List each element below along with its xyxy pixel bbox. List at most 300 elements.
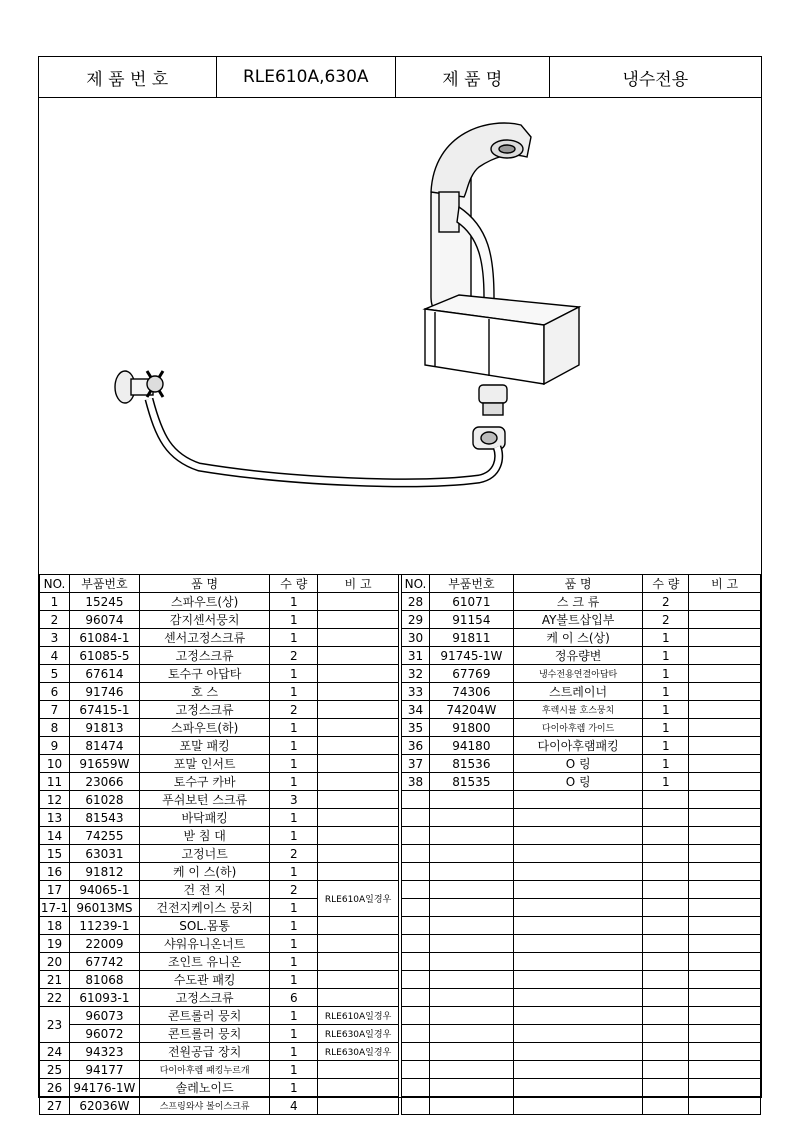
row-note (318, 755, 399, 773)
table-row (40, 593, 399, 611)
empty-cell (513, 827, 643, 845)
col-part-name: 품 명 (139, 575, 270, 593)
table-row-empty (402, 953, 761, 971)
row-part-code: 74255 (69, 827, 139, 845)
row-part-code: 91745-1W (429, 647, 513, 665)
table-row-empty (402, 989, 761, 1007)
row-note (689, 719, 761, 737)
row-part-name: 고정스크류 (139, 701, 270, 719)
row-no: 29 (402, 611, 430, 629)
row-qty: 1 (270, 917, 318, 935)
row-no: 35 (402, 719, 430, 737)
empty-cell (429, 881, 513, 899)
row-qty: 1 (643, 683, 689, 701)
empty-cell (402, 1061, 430, 1079)
row-note (689, 737, 761, 755)
row-part-code: 91813 (69, 719, 139, 737)
table-row (402, 755, 761, 773)
row-qty: 3 (270, 791, 318, 809)
row-part-name: O 링 (513, 773, 643, 791)
col-note: 비 고 (689, 575, 761, 593)
empty-cell (689, 1061, 761, 1079)
empty-cell (643, 1007, 689, 1025)
row-qty: 2 (643, 593, 689, 611)
row-note (318, 1079, 399, 1097)
row-qty: 2 (270, 845, 318, 863)
empty-cell (429, 935, 513, 953)
empty-cell (689, 917, 761, 935)
row-part-name: 고정스크류 (139, 647, 270, 665)
row-part-name: O 링 (513, 755, 643, 773)
col-part-code: 부품번호 (69, 575, 139, 593)
row-part-code: 91746 (69, 683, 139, 701)
empty-cell (429, 1061, 513, 1079)
row-part-code: 74204W (429, 701, 513, 719)
row-part-name: 건전지케이스 뭉치 (139, 899, 270, 917)
row-qty: 4 (270, 1097, 318, 1115)
row-qty: 1 (270, 773, 318, 791)
row-part-code: 67769 (429, 665, 513, 683)
row-note (318, 629, 399, 647)
empty-cell (402, 791, 430, 809)
row-part-code: 15245 (69, 593, 139, 611)
row-no: 31 (402, 647, 430, 665)
empty-cell (513, 863, 643, 881)
row-qty: 1 (643, 755, 689, 773)
table-row (402, 737, 761, 755)
row-no: 38 (402, 773, 430, 791)
empty-cell (429, 845, 513, 863)
row-no: 19 (40, 935, 70, 953)
row-note: RLE610A일경우 (318, 881, 399, 917)
row-no: 6 (40, 683, 70, 701)
row-part-code: 81536 (429, 755, 513, 773)
col-part-name: 품 명 (513, 575, 643, 593)
table-row (40, 863, 399, 881)
row-note (318, 917, 399, 935)
row-qty: 1 (270, 863, 318, 881)
table-row (402, 629, 761, 647)
row-part-code: 81474 (69, 737, 139, 755)
row-qty: 1 (270, 593, 318, 611)
row-part-code: 81535 (429, 773, 513, 791)
empty-cell (429, 1079, 513, 1097)
empty-cell (513, 845, 643, 863)
row-qty: 1 (270, 971, 318, 989)
empty-cell (513, 953, 643, 971)
row-no: 14 (40, 827, 70, 845)
row-note (318, 611, 399, 629)
empty-cell (643, 899, 689, 917)
row-no: 32 (402, 665, 430, 683)
empty-cell (402, 845, 430, 863)
empty-cell (513, 1025, 643, 1043)
row-no: 3 (40, 629, 70, 647)
empty-cell (513, 989, 643, 1007)
row-note (318, 665, 399, 683)
row-no: 37 (402, 755, 430, 773)
row-part-name: 다이아후램패킹 (513, 737, 643, 755)
row-part-code: 94065-1 (69, 881, 139, 899)
row-no: 9 (40, 737, 70, 755)
empty-cell (402, 809, 430, 827)
row-qty: 1 (643, 629, 689, 647)
table-row-empty (402, 917, 761, 935)
row-part-code: 91154 (429, 611, 513, 629)
table-row (40, 935, 399, 953)
row-part-code: 23066 (69, 773, 139, 791)
empty-cell (429, 953, 513, 971)
row-qty: 1 (270, 809, 318, 827)
table-row-empty (402, 791, 761, 809)
row-note (318, 593, 399, 611)
row-part-code: 67742 (69, 953, 139, 971)
table-row (40, 971, 399, 989)
table-row (40, 1007, 399, 1025)
row-part-code: 81068 (69, 971, 139, 989)
empty-cell (513, 971, 643, 989)
row-note (318, 647, 399, 665)
row-part-code: 91812 (69, 863, 139, 881)
row-no: 25 (40, 1061, 70, 1079)
empty-cell (402, 917, 430, 935)
row-note (318, 809, 399, 827)
row-note (318, 935, 399, 953)
empty-cell (402, 1097, 430, 1115)
row-no: 24 (40, 1043, 70, 1061)
row-no: 2 (40, 611, 70, 629)
empty-cell (429, 989, 513, 1007)
row-no: 7 (40, 701, 70, 719)
product-name-value: 냉수전용 (622, 69, 689, 90)
row-no: 15 (40, 845, 70, 863)
faucet-drawing (39, 97, 763, 574)
table-row (40, 773, 399, 791)
row-note (689, 593, 761, 611)
row-part-name: 후렉시블 호스뭉치 (513, 701, 643, 719)
table-row (40, 827, 399, 845)
row-qty: 6 (270, 989, 318, 1007)
row-note: RLE630A일경우 (318, 1043, 399, 1061)
row-note (318, 683, 399, 701)
table-row-empty (402, 1043, 761, 1061)
empty-cell (429, 827, 513, 845)
row-part-name: 정유량변 (513, 647, 643, 665)
row-note (318, 791, 399, 809)
col-part-code: 부품번호 (429, 575, 513, 593)
product-name-label: 제 품 명 (396, 57, 550, 97)
row-part-name: 스프링와샤 볼이스크류 (139, 1097, 270, 1115)
row-qty: 1 (643, 647, 689, 665)
table-row (40, 1043, 399, 1061)
row-qty: 1 (643, 737, 689, 755)
empty-cell (429, 1097, 513, 1115)
col-qty: 수 량 (270, 575, 318, 593)
empty-cell (402, 953, 430, 971)
empty-cell (643, 827, 689, 845)
empty-cell (513, 1097, 643, 1115)
row-part-code: 96013MS (69, 899, 139, 917)
row-part-name: 스트레이너 (513, 683, 643, 701)
row-part-code: 94180 (429, 737, 513, 755)
row-no: 11 (40, 773, 70, 791)
table-row (402, 593, 761, 611)
row-qty: 1 (270, 719, 318, 737)
row-qty: 1 (643, 773, 689, 791)
table-row-empty (402, 935, 761, 953)
empty-cell (643, 989, 689, 1007)
row-part-code: 67614 (69, 665, 139, 683)
empty-cell (513, 935, 643, 953)
empty-cell (513, 917, 643, 935)
table-row (40, 611, 399, 629)
empty-cell (689, 791, 761, 809)
empty-cell (513, 881, 643, 899)
row-note: RLE610A일경우 (318, 1007, 399, 1025)
table-row (40, 1025, 399, 1043)
row-part-code: 67415-1 (69, 701, 139, 719)
empty-cell (429, 791, 513, 809)
empty-cell (402, 971, 430, 989)
table-row (402, 719, 761, 737)
row-part-code: 61093-1 (69, 989, 139, 1007)
row-part-name: 고정너트 (139, 845, 270, 863)
row-no: 20 (40, 953, 70, 971)
product-illustration (39, 97, 761, 575)
row-note (318, 971, 399, 989)
table-row (40, 881, 399, 899)
row-qty: 1 (643, 719, 689, 737)
row-part-code: 96073 (69, 1007, 139, 1025)
table-row-empty (402, 881, 761, 899)
row-note: RLE630A일경우 (318, 1025, 399, 1043)
row-qty: 1 (270, 755, 318, 773)
empty-cell (402, 1007, 430, 1025)
col-qty: 수 량 (643, 575, 689, 593)
table-row (40, 845, 399, 863)
row-note (318, 845, 399, 863)
empty-cell (429, 1043, 513, 1061)
empty-cell (689, 989, 761, 1007)
row-qty: 1 (270, 737, 318, 755)
empty-cell (689, 809, 761, 827)
row-no: 23 (40, 1007, 70, 1043)
table-row (40, 1061, 399, 1079)
empty-cell (429, 1007, 513, 1025)
empty-cell (402, 827, 430, 845)
table-row (40, 917, 399, 935)
row-no: 21 (40, 971, 70, 989)
empty-cell (513, 1043, 643, 1061)
row-part-name: 솔레노이드 (139, 1079, 270, 1097)
row-qty: 1 (270, 827, 318, 845)
empty-cell (402, 899, 430, 917)
empty-cell (643, 809, 689, 827)
row-part-code: 91811 (429, 629, 513, 647)
row-note (318, 773, 399, 791)
empty-cell (643, 791, 689, 809)
empty-cell (429, 917, 513, 935)
table-row (40, 647, 399, 665)
row-no: 10 (40, 755, 70, 773)
empty-cell (689, 935, 761, 953)
row-note (689, 647, 761, 665)
table-row (40, 1079, 399, 1097)
row-qty: 1 (270, 1007, 318, 1025)
row-note (318, 989, 399, 1007)
row-part-code: 11239-1 (69, 917, 139, 935)
row-qty: 2 (270, 881, 318, 899)
row-qty: 2 (643, 611, 689, 629)
empty-cell (689, 863, 761, 881)
row-qty: 1 (270, 953, 318, 971)
table-row (40, 953, 399, 971)
row-part-name: 토수구 아답타 (139, 665, 270, 683)
empty-cell (643, 935, 689, 953)
row-note (689, 683, 761, 701)
parts-table-right (401, 574, 761, 1115)
empty-cell (402, 881, 430, 899)
table-row (402, 611, 761, 629)
empty-cell (402, 1043, 430, 1061)
row-part-code: 61085-5 (69, 647, 139, 665)
row-part-code: 61084-1 (69, 629, 139, 647)
row-part-code: 61071 (429, 593, 513, 611)
empty-cell (689, 971, 761, 989)
row-no: 27 (40, 1097, 70, 1115)
row-part-code: 63031 (69, 845, 139, 863)
row-qty: 1 (270, 665, 318, 683)
empty-cell (643, 1025, 689, 1043)
empty-cell (402, 935, 430, 953)
row-note (689, 773, 761, 791)
empty-cell (689, 1007, 761, 1025)
row-no: 1 (40, 593, 70, 611)
table-row-empty (402, 1025, 761, 1043)
row-qty: 1 (270, 1043, 318, 1061)
row-no: 33 (402, 683, 430, 701)
row-part-name: 센서고정스크류 (139, 629, 270, 647)
table-row (40, 629, 399, 647)
row-part-name: 냉수전용연결아답타 (513, 665, 643, 683)
row-part-name: SOL.몸통 (139, 917, 270, 935)
row-no: 17 (40, 881, 70, 899)
row-qty: 1 (270, 1061, 318, 1079)
table-row (402, 773, 761, 791)
empty-cell (643, 1043, 689, 1061)
row-part-name: 받 침 대 (139, 827, 270, 845)
col-note: 비 고 (318, 575, 399, 593)
table-row (40, 755, 399, 773)
empty-cell (513, 1061, 643, 1079)
table-row (40, 701, 399, 719)
empty-cell (643, 953, 689, 971)
row-qty: 1 (270, 899, 318, 917)
row-part-name: 스 크 류 (513, 593, 643, 611)
table-row (40, 809, 399, 827)
row-part-name: 전원공급 장치 (139, 1043, 270, 1061)
row-no: 26 (40, 1079, 70, 1097)
row-qty: 1 (643, 701, 689, 719)
row-no: 13 (40, 809, 70, 827)
row-part-name: 토수구 카바 (139, 773, 270, 791)
parts-table-left (39, 574, 399, 1115)
row-part-code: 81543 (69, 809, 139, 827)
row-part-name: 케 이 스(상) (513, 629, 643, 647)
row-part-code: 91659W (69, 755, 139, 773)
row-part-name: 감지센서뭉치 (139, 611, 270, 629)
row-qty: 1 (270, 1025, 318, 1043)
table-row (40, 1097, 399, 1115)
row-note (689, 611, 761, 629)
row-note (318, 1061, 399, 1079)
row-no: 8 (40, 719, 70, 737)
table-row (402, 647, 761, 665)
row-qty: 2 (270, 701, 318, 719)
table-row (402, 665, 761, 683)
table-row (40, 791, 399, 809)
row-part-name: 건 전 지 (139, 881, 270, 899)
row-part-name: 샤워유니온너트 (139, 935, 270, 953)
row-no: 5 (40, 665, 70, 683)
row-qty: 1 (270, 935, 318, 953)
row-part-code: 96072 (69, 1025, 139, 1043)
row-note (318, 1097, 399, 1115)
row-part-name: 콘트롤러 뭉치 (139, 1007, 270, 1025)
table-row-empty (402, 809, 761, 827)
row-part-name: 포말 인서트 (139, 755, 270, 773)
empty-cell (643, 863, 689, 881)
row-part-name: 케 이 스(하) (139, 863, 270, 881)
empty-cell (402, 989, 430, 1007)
table-row (402, 683, 761, 701)
row-qty: 1 (270, 683, 318, 701)
empty-cell (643, 1079, 689, 1097)
row-no: 16 (40, 863, 70, 881)
table-row (40, 683, 399, 701)
row-part-name: 다이아후렘 패킹누르개 (139, 1061, 270, 1079)
row-no: 36 (402, 737, 430, 755)
table-row-empty (402, 827, 761, 845)
row-part-name: 스파우트(하) (139, 719, 270, 737)
empty-cell (689, 1097, 761, 1115)
row-no: 17-1 (40, 900, 69, 915)
col-no: NO. (402, 575, 430, 593)
table-row-empty (402, 1097, 761, 1115)
empty-cell (643, 917, 689, 935)
row-no: 28 (402, 593, 430, 611)
row-part-name: 바닥패킹 (139, 809, 270, 827)
empty-cell (429, 899, 513, 917)
empty-cell (513, 1079, 643, 1097)
row-part-name: 조인트 유니온 (139, 953, 270, 971)
empty-cell (689, 881, 761, 899)
row-qty: 1 (270, 629, 318, 647)
row-part-code: 94177 (69, 1061, 139, 1079)
table-row-empty (402, 899, 761, 917)
table-row-empty (402, 863, 761, 881)
title-block (39, 57, 761, 98)
row-no: 30 (402, 629, 430, 647)
empty-cell (402, 1025, 430, 1043)
empty-cell (429, 971, 513, 989)
row-qty: 1 (643, 665, 689, 683)
row-note (689, 629, 761, 647)
row-part-code: 94323 (69, 1043, 139, 1061)
row-part-name: AY볼트삽입부 (513, 611, 643, 629)
row-part-name: 수도관 패킹 (139, 971, 270, 989)
empty-cell (689, 845, 761, 863)
